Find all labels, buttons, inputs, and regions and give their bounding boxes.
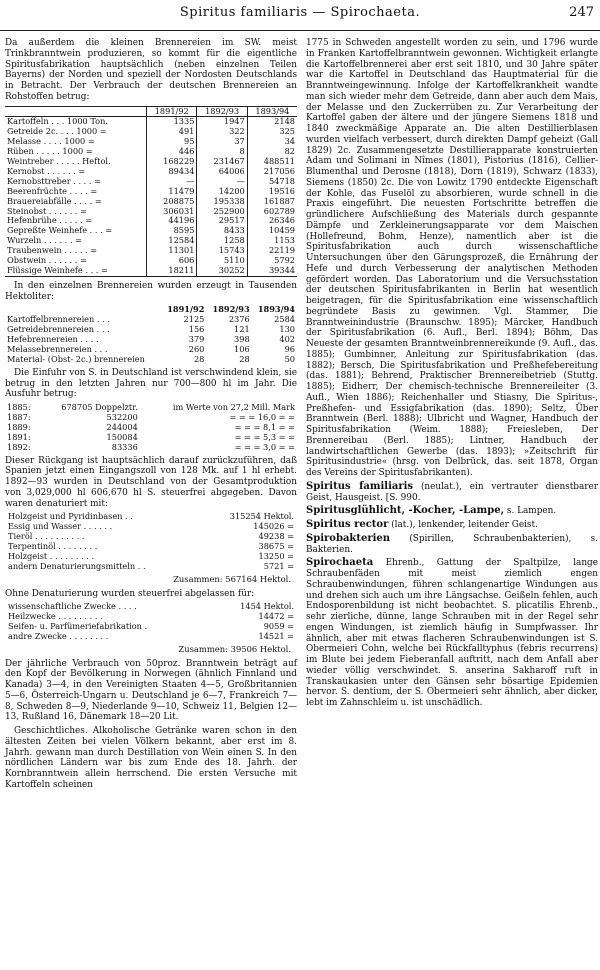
table-cell: 28 (239, 353, 250, 364)
denatured-table (5, 512, 297, 571)
table-cell: 208875 (147, 197, 197, 207)
table-cell: 306031 (147, 207, 197, 217)
row-label: 1891: (7, 431, 31, 442)
table-cell: 83336 (111, 441, 138, 452)
right-column (306, 38, 598, 709)
row-label: Brauereiabfälle . . . . = (7, 195, 102, 206)
table-cell: 532200 (106, 412, 138, 422)
table-cell: 1947 (197, 117, 247, 127)
entry-text: (Spirillen, Schraubenbakterien), s. Bakterien. (306, 533, 598, 555)
row-label: Terpentinöl . . . . . . . . (8, 541, 98, 552)
column-header: 1893/94 (257, 304, 295, 315)
table-cell: 50 (284, 353, 295, 364)
table-cell: 156 (188, 324, 205, 335)
table-cell: 379 (188, 334, 205, 345)
table-cell: = = = 5,3 = = (234, 431, 295, 442)
table-cell: 19516 (247, 187, 297, 197)
column-header: 1891/92 (167, 304, 205, 315)
table-cell: 44196 (147, 216, 197, 226)
tax-free-table (5, 602, 297, 642)
entry-text: s. Lampen. (506, 506, 557, 517)
table-cell: 37 (197, 137, 247, 147)
table-cell: 49238 = (258, 531, 294, 542)
row-label: Traubenwein . . . . . = (7, 245, 98, 256)
table-cell: 2125 (183, 314, 205, 325)
table-cell: 325 (247, 127, 297, 137)
table-cell: 315254 Hektol. (229, 511, 294, 522)
paragraph-history-continued: 1775 in Schweden angestellt worden zu sein, und 1796 wurde in Franken Kartoffelbranntwein gewonnen. Wichtigkeit erlangte die Kartoffelbrennerei aber erst seit 1810, und 30 Jahre später war die Kartoffel in Deutschland das Hauptmaterial für die Branntweingewinnung. Infolge der Kartoffelkrankheit wandte man sich wieder mehr dem Getreide, dann aber auch dem Mais, der Melasse und den Zuckerrüben zu. Zur Verarbeitung der Kartoffel gaben der ältere und der jüngere Siemens 1818 und 1840 zweckmäßige Apparate an. Die alten Destillierblasen wurden vielfach verbessert, durch direkten Dampf geheizt (Gall 1829) 2c. Zusammengesetzte Destillierapparate konstruierten Adam und Solimani in Nîmes (1801), Pistorius (1816), Cellier-Blumenthal und Derosne (1818), Dorn (1819), Schwarz (1833), Siemens (1850) 2c. Die von Lowitz 1790 entdeckte Eigenschaft der Kohle, das Fuselöl zu absorbieren, wurde schnell in die Praxis eingeführt. Die neuesten Fortschritte betreffen die gründlichere Aufschließung des Materials durch gespannte Dämpfe und Zerkleinerungsapparate vor dem Maischen (Hollefreund, Bohm, Henze), namentlich aber ist die Spiritusfabrikation auch durch wissenschaftliche Untersuchungen über den Gärungsprozeß, die Ernährung der Hefe und durch Verbesserung der analytischen Methoden gefördert worden. Das Laboratorium und die Versuchsstation der deutschen Spiritusfabrikanten in Berlin hat wesentlich beigetragen, für die Spiritusfabrikation eine wissenschaftlich begründete Basis zu gewinnen. Vgl. Stammer, Die Branntweinindustrie (Braunschw. 1895); Märcker, Handbuch der Spiritusfabrikation (6. Aufl., Berl. 1894); Böhm, Das Neueste der gesamten Branntweinbrennereikunde (9. Aufl., das. 1885); Gumbinner, Anleitung zur Spiritusfabrikation (das. 1882); Bersch, Die Spiritusfabrikation und Preßhefebereitung (das. 1881); Behrend, Praktischer Brennereibetrieb (Stuttg. 1885); Eidherr, Der chemisch-technische Brennereileiter (3. Aufl., Wien 1886); Reichenhaller und Stiasny, Die Spiritus-, Preßhefen- und Essigfabrikation (das. 1890); Seltz, Über Branntwein (Berl. 1888); Ulbricht und Wagner, Handbuch der Spiritusfabrikation (Weim. 1888); Freiesleben, Der Brennereibau (Berl. 1885); Lintner, Handbuch der landwirtschaftlichen Gewerbe (das. 1893); »Zeitschrift für Spiritusindustrie« (hrsg. von Delbrück, das. seit 1878, Organ des Vereins der Spiritusfabrikanten). (306, 38, 598, 478)
table-cell: 260 (188, 344, 205, 355)
table-cell: 14472 = (258, 611, 294, 622)
table-cell: 38675 = (258, 541, 294, 552)
paragraph-intro: Da außerdem die kleinen Brennereien im SW. meist Trinkbranntwein produzieren, so kommt für die eigentliche Spiritusfabrikation hauptsächlich (neben einzelnen Teilen Bayerns) der Norden und speziell der Nordosten Deutschlands in Betracht. Der Verbrauch der deutschen Brennereien an Rohstoffen betrug: (5, 38, 297, 102)
row-label: Melasse . . . . 1000 = (7, 136, 95, 147)
row-label: Heilzwecke . . . . . . . . . (8, 611, 103, 622)
column-header: 1891/92 (147, 106, 197, 117)
table-cell: 1454 Hektol. (240, 601, 294, 612)
table-cell: im Werte von 27,2 Mill. Mark (172, 402, 295, 413)
row-label: Steinobst . . . . . . = (7, 205, 87, 216)
row-label: Tieröl . . . . . . . . . . (8, 531, 85, 542)
table-cell: 1258 (197, 236, 247, 246)
headword: Spiritus familiaris (306, 480, 414, 492)
table-cell: 602789 (247, 207, 297, 217)
table-cell: 39344 (247, 266, 297, 276)
table-cell: 402 (279, 334, 295, 345)
table-cell: 11479 (147, 187, 197, 197)
entry-text: Ehrenb., Gattung der Spaltpilze, lange Schraubenfäden mit meist ziemlich engen Schraubenwindungen, führen schlangenartige Windungen aus und drehen sich auch um ihre Längsachse. Geißeln fehlen, auch Endosporenbildung ist nicht beobachtet. S. plicatilis Ehrenb., sehr zierliche, dünne, lange Schrauben mit in der Regel sehr engen Windungen, ist ziemlich häufig in Sumpfwasser. Ihr ähnlich, aber mit etwas flacheren Schraubenwindungen ist S. Obermeieri Cohn, welche bei Rückfalltyphus (febris recurrens) im Blute bei jedem Fieberanfall auftritt, nach dem Anfall aber wieder völlig verschwindet. S. anserina Sakharoff ruft in Transkaukasien unter den Gänsen sehr bösartige Epidemien hervor. S. dentium, der S. Obermeieri sehr ähnlich, aber dicker, lebt im Zahnschleim u. ist unschädlich. (306, 558, 598, 708)
table-cell: = = = 3,0 = = (234, 441, 295, 452)
table-cell: — (197, 177, 247, 187)
row-label: Beerenfrüchte . . . . = (7, 185, 98, 196)
row-label: Flüssige Weinhefe . . . = (5, 266, 147, 276)
row-label: Hefebrennereien . . . . (7, 334, 99, 345)
row-label: wissenschaftliche Zwecke . . . . (8, 601, 137, 612)
row-label: Wurzeln . . . . . . = (7, 235, 83, 246)
paragraph-consumption: Der jährliche Verbrauch von 50proz. Branntwein beträgt auf den Kopf der Bevölkerung in Norwegen (ähnlich Finnland und Kanada) 3—4, in den Vereinigten Staaten 4—5, Großbritannien 5—6, Österreich-Ungarn u. Deutschland je 6—7, Frankreich 7—8, Schweden 8—9, Niederlande 9—10, Schweiz 11, Belgien 12—13, Rußland 16, Dänemark 18—20 Lit. (5, 658, 297, 723)
row-label: Getreidebrennereien . . . (7, 324, 110, 335)
row-label: Material- (Obst- 2c.) brennereien (7, 353, 145, 364)
table-cell: 217056 (247, 167, 297, 177)
paragraph-history: Geschichtliches. Alkoholische Getränke waren schon in den ältesten Zeiten bei vielen Völkern bekannt, aber erst im 8. Jahrh. gewann man durch Destillation von Wein einen S. In den nördlichen Ländern war bis zum Ende des 18. Jahrh. der Kornbranntwein allein herrschend. Die ersten Versuche mit Kartoffeln scheinen (5, 726, 297, 790)
table-cell: 145026 = (253, 521, 294, 532)
table-cell: 95 (147, 137, 197, 147)
table-row (5, 562, 297, 572)
row-label: Rüben . . . . . 1000 = (7, 146, 93, 157)
table-cell: 30252 (197, 266, 247, 276)
entry-text: (neulat.), ein vertrauter dienstbarer Geist, Hausgeist. [S. 990. (306, 481, 598, 503)
table-cell: 22119 (247, 246, 297, 256)
table-header-row (5, 106, 297, 117)
table-row (5, 355, 297, 365)
row-label: andre Zwecke . . . . . . . . (8, 631, 109, 642)
row-label: 1887: (7, 412, 31, 422)
table-row (5, 443, 297, 453)
paragraph-import-export: Die Einfuhr von S. in Deutschland ist verschwindend klein, sie betrug in den letzten Jahren nur 700—800 hl im Jahr. Die Ausfuhr betrug: (5, 367, 297, 400)
table-cell: 18211 (147, 266, 197, 276)
row-label: andern Denaturierungsmitteln . . (8, 560, 146, 571)
table-cell: 8595 (147, 226, 197, 236)
table-cell: 1153 (247, 236, 297, 246)
headword: Spiritus rector (306, 519, 389, 530)
row-label: 1889: (7, 421, 31, 432)
entry-spirobakterien (306, 534, 598, 556)
table-cell: 14521 = (258, 631, 294, 642)
column-header: 1892/93 (197, 106, 247, 117)
row-label: Obstwein . . . . . . = (7, 255, 87, 266)
column-header: 1892/93 (212, 304, 250, 315)
table-cell: = = = 16,0 = = (229, 412, 295, 422)
table-cell: 446 (147, 147, 197, 157)
table-cell: 121 (234, 324, 250, 335)
table-cell: 5792 (247, 256, 297, 266)
table-cell: 8433 (197, 226, 247, 236)
table-cell: 130 (279, 324, 295, 335)
table-cell: 29517 (197, 216, 247, 226)
table-cell: 54718 (247, 177, 297, 187)
table-cell: 322 (197, 127, 247, 137)
production-table (5, 305, 297, 364)
table-cell: — (147, 177, 197, 187)
row-label: Kernobsttreber . . . . = (7, 175, 101, 186)
table-row (5, 266, 297, 276)
table-cell: 5110 (197, 256, 247, 266)
export-table (5, 403, 297, 453)
table-cell: 96 (284, 344, 295, 355)
table-cell: 2584 (274, 314, 295, 325)
table-cell: 26346 (247, 216, 297, 226)
table-cell: 15743 (197, 246, 247, 256)
table-cell: 106 (234, 344, 250, 355)
table-cell: 8 (197, 147, 247, 157)
table-cell: 11301 (147, 246, 197, 256)
row-label: Kartoffelbrennereien . . . (7, 314, 110, 325)
left-column (5, 38, 297, 794)
entry-text: (lat.), lenkender, leitender Geist. (391, 520, 538, 530)
entry-spiritus-familiaris (306, 482, 598, 504)
table-cell: 14200 (197, 187, 247, 197)
table-cell: 9059 = (263, 621, 294, 632)
table-cell: 161887 (247, 197, 297, 207)
running-header (0, 0, 600, 31)
table-row (5, 632, 297, 642)
entry-spirochaeta (306, 558, 598, 709)
table-cell: 195338 (197, 197, 247, 207)
tax-free-total: Zusammen: 39506 Hektol. (178, 643, 291, 654)
row-label: Essig und Wasser . . . . . . (8, 521, 113, 532)
entry-spiritus-rector (306, 520, 598, 531)
table-cell: 678705 Doppelztr. (61, 402, 138, 413)
table-cell: 10459 (247, 226, 297, 236)
column-header: 1893/94 (247, 106, 297, 117)
table-cell: 2376 (228, 314, 250, 325)
table-cell: 82 (247, 147, 297, 157)
paragraph-decline: Dieser Rückgang ist hauptsächlich darauf zurückzuführen, daß Spanien jetzt einen Eingangszoll von 128 Mk. auf 1 hl erhebt. 1892—93 wurden in Deutschland von der Gesamtproduktion von 3,029,000 hl 606,670 hl S. steuerfrei abgegeben. Davon waren denaturiert mit: (5, 455, 297, 509)
page-number: 247 (569, 5, 594, 20)
table-cell: 168229 (147, 157, 197, 167)
denatured-total: Zusammen: 567164 Hektol. (173, 573, 291, 584)
table-cell: 34 (247, 137, 297, 147)
row-label: Hefenbrühe . . . . . = (7, 215, 93, 226)
row-label: Holzgeist und Pyridinbasen . . (8, 511, 133, 522)
raw-materials-table (5, 106, 297, 277)
table-cell: 12584 (147, 236, 197, 246)
row-label: Gepreßte Weinhefe . . . = (7, 225, 113, 236)
row-label: Seifen- u. Parfümeriefabrikation . (8, 621, 148, 632)
table-cell: 2148 (247, 117, 297, 127)
table-cell: 89434 (147, 167, 197, 177)
table-cell: = = = 8,1 = = (234, 421, 295, 432)
row-label: Weintreber . . . . . Heftol. (7, 156, 111, 167)
entry-spiritusgluehlicht (306, 506, 598, 517)
row-label: 1885: (7, 402, 31, 413)
table-cell: 28 (193, 353, 205, 364)
row-label: Getreide 2c. . . . 1000 = (7, 126, 107, 137)
table-cell: 231467 (197, 157, 247, 167)
header-title: Spiritus familiaris — Spirochaeta. (179, 5, 421, 20)
row-label: Kernobst . . . . . . = (7, 165, 86, 176)
row-label: Kartoffeln . . . 1000 Ton. (7, 116, 108, 127)
table-cell: 150084 (106, 431, 138, 442)
headword: Spirochaeta (306, 557, 374, 569)
column-header (5, 106, 147, 117)
table-cell: 1335 (147, 117, 197, 127)
table-cell: 398 (234, 334, 250, 345)
table-cell: 244004 (106, 421, 138, 432)
paragraph-production: In den einzelnen Brennereien wurden erzeugt in Tausenden Hektoliter: (5, 280, 297, 302)
headword: Spiritusglühlicht, -Kocher, -Lampe, (306, 505, 505, 517)
row-label: Melassebrennereien . . . (7, 344, 108, 355)
paragraph-tax-free: Ohne Denaturierung wurden steuerfrei abgelassen für: (5, 588, 255, 599)
row-label: 1892: (7, 441, 31, 452)
table-cell: 5721 = (263, 560, 294, 571)
table-cell: 252900 (197, 207, 247, 217)
headword: Spirobakterien (306, 532, 391, 544)
table-cell: 491 (147, 127, 197, 137)
table-cell: 64006 (197, 167, 247, 177)
table-cell: 488511 (247, 157, 297, 167)
row-label: Holzgeist . . . . . . . . . (8, 551, 95, 561)
table-cell: 13250 = (258, 551, 294, 561)
table-cell: 606 (147, 256, 197, 266)
